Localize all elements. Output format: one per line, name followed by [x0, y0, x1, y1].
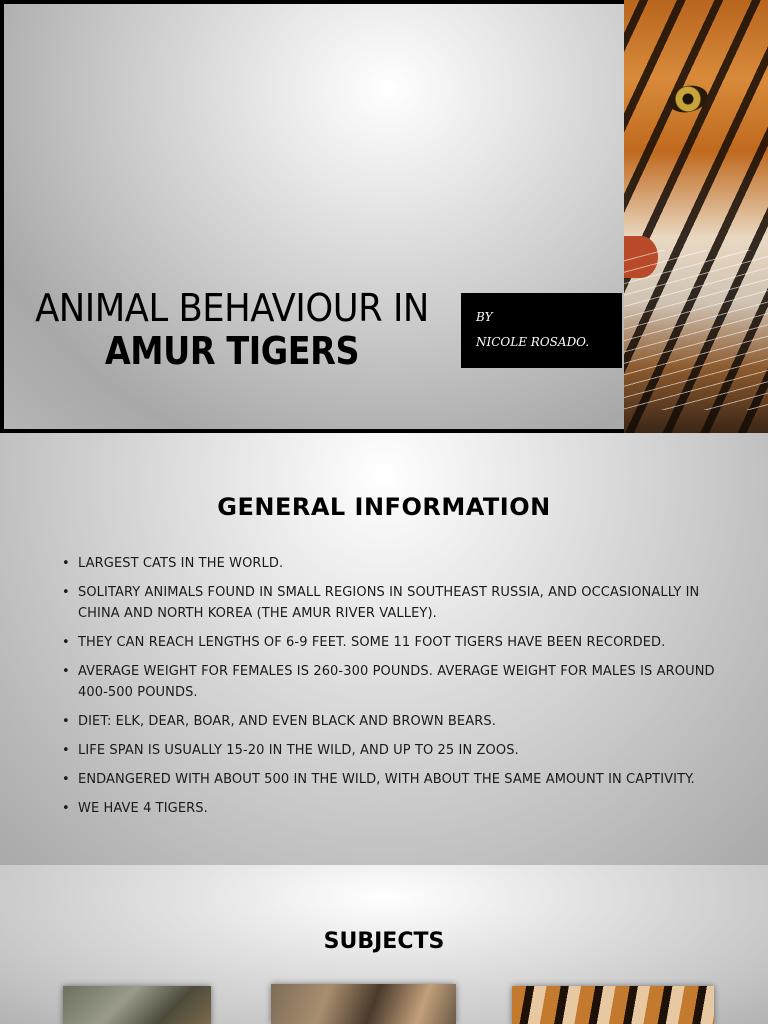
author-box	[461, 293, 622, 368]
bullet-item: • WE HAVE 4 TIGERS.	[62, 798, 722, 819]
bullet-item: • LIFE SPAN IS USUALLY 15-20 IN THE WILD, AND UP TO 25 IN ZOOS.	[62, 740, 722, 761]
author-name: NICOLE ROSADO.	[476, 335, 590, 349]
title-line-1: ANIMAL BEHAVIOUR IN	[35, 286, 429, 330]
slide-heading: GENERAL INFORMATION	[217, 493, 551, 521]
subjects-slide	[0, 865, 768, 1024]
tiger-whiskers	[624, 250, 768, 410]
title-line-2: AMUR TIGERS	[104, 329, 360, 373]
bullet-item: • SOLITARY ANIMALS FOUND IN SMALL REGIONS IN SOUTHEAST RUSSIA, AND OCCASIONALLY IN CHINA AND NORTH KOREA (THE AMUR RIVER VALLEY).	[62, 582, 722, 624]
bullet-item: • LARGEST CATS IN THE WORLD.	[62, 553, 722, 574]
slide-heading: SUBJECTS	[323, 929, 445, 954]
general-information-slide	[0, 433, 768, 865]
tiger-photo-1	[63, 986, 211, 1024]
bullet-list	[62, 553, 722, 827]
tiger-photo-3	[512, 986, 714, 1024]
by-label: BY	[476, 310, 493, 324]
tiger-face-image	[624, 0, 768, 433]
tiger-photo-2	[271, 984, 456, 1024]
bullet-item: • ENDANGERED WITH ABOUT 500 IN THE WILD, WITH ABOUT THE SAME AMOUNT IN CAPTIVITY.	[62, 769, 722, 790]
bullet-item: • AVERAGE WEIGHT FOR FEMALES IS 260-300 POUNDS. AVERAGE WEIGHT FOR MALES IS AROUND 400-500 POUNDS.	[62, 661, 722, 703]
bullet-item: • DIET: ELK, DEAR, BOAR, AND EVEN BLACK AND BROWN BEARS.	[62, 711, 722, 732]
tiger-eye	[666, 82, 711, 116]
title-slide	[0, 0, 768, 433]
bullet-item: • THEY CAN REACH LENGTHS OF 6-9 FEET. SOME 11 FOOT TIGERS HAVE BEEN RECORDED.	[62, 632, 722, 653]
presentation-title	[4, 286, 460, 372]
